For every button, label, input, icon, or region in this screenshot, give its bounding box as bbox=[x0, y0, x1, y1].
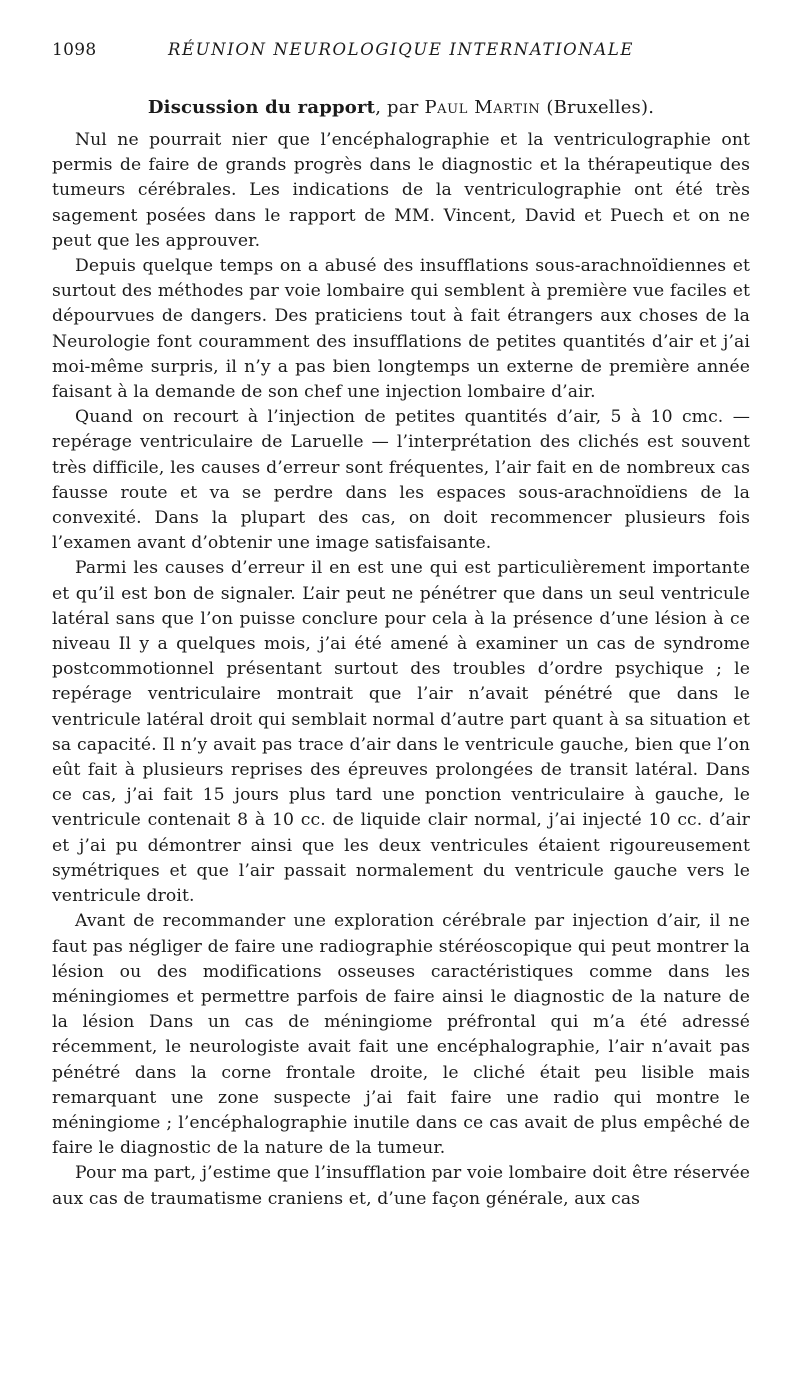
paragraph-1: Nul ne pourrait nier que l’encéphalographie et la ventriculographie ont permis de faire de grands progrès dans le diagnostic et la thérapeutique des tumeurs cérébrales. Les indications de la ventriculographie ont été très sagement posées dans le rapport de MM. Vincent, David et Puech et on ne peut que les approuver. bbox=[52, 130, 750, 251]
journal-title: RÉUNION NEUROLOGIQUE INTERNATIONALE bbox=[168, 40, 635, 59]
paragraph-3: Quand on recourt à l’injection de petites quantités d’air, 5 à 10 cmc. — repérage ventriculaire de Laruelle — l’interprétation des clichés est souvent très difficile, les causes d’erreur sont fréquentes, l’air fait en de nombreux cas fausse route et va se perdre dans les espaces sous-arachnoïdiens de la convexité. Dans la plupart des cas, on doit recommencer plusieurs fois l’examen avant d’obtenir une image satisfaisante. bbox=[52, 407, 750, 554]
section-heading bbox=[52, 96, 750, 120]
paragraph-5: Avant de recommander une exploration cérébrale par injection d’air, il ne faut pas négliger de faire une radiographie stéréoscopique qui peut montrer la lésion ou des modifications osseuses caractéristiques comme dans les méningiomes et permettre parfois de faire ainsi le diagnostic de la nature de la lésion Dans un cas de méningiome préfrontal qui m’a été adressé récemment, le neurologiste avait fait une encéphalographie, l’air n’avait pas pénétré dans la corne frontale droite, le cliché était peu lisible mais remarquant une zone suspecte j’ai fait faire une radio qui montre le méningiome ; l’encéphalographie inutile dans ce cas avait de plus empêché de faire le diagnostic de la nature de la tumeur. bbox=[52, 911, 750, 1159]
page-number: 1098 bbox=[52, 40, 97, 60]
paragraph-4: Parmi les causes d’erreur il en est une qui est particulièrement importante et qu’il est bon de signaler. L’air peut ne pénétrer que dans un seul ventricule latéral sans que l’on puisse conclure pour cela à la présence d’une lésion à ce niveau Il y a quelques mois, j’ai été amené à examiner un cas de syndrome postcommotionnel présentant surtout des troubles d’ordre psychique ; le repérage ventriculaire montrait que l’air n’avait pénétré que dans le ventricule latéral droit qui semblait normal d’autre part quant à sa situation et sa capacité. Il n’y avait pas trace d’air dans le ventricule gauche, bien que l’on eût fait à plusieurs reprises des épreuves prolongées de transit latéral. Dans ce cas, j’ai fait 15 jours plus tard une ponction ventriculaire à gauche, le ventricule contenait 8 à 10 cc. de liquide clair normal, j’ai injecté 10 cc. d’air et j’ai pu démontrer ainsi que les deux ventricules étaient rigoureusement symétriques et que l’air passait normalement du ventricule gauche vers le ventricule droit. bbox=[52, 558, 750, 907]
heading-by: , par bbox=[375, 97, 425, 118]
paragraph-6: Pour ma part, j’estime que l’insufflation par voie lombaire doit être réservée aux cas de traumatisme craniens et, d’une façon générale, aux cas bbox=[52, 1163, 750, 1209]
heading-author: Paul Martin bbox=[424, 97, 541, 118]
running-head bbox=[52, 40, 750, 66]
heading-affiliation: (Bruxelles). bbox=[540, 97, 655, 118]
body-text bbox=[52, 128, 750, 1212]
paragraph-2: Depuis quelque temps on a abusé des insufflations sous-arachnoïdiennes et surtout des méthodes par voie lombaire qui semblent à première vue faciles et dépourvues de dangers. Des praticiens tout à fait étrangers aux choses de la Neurologie font couramment des insufflations de petites quantités d’air et j’ai moi-même surpris, il n’y a pas bien longtemps un externe de première année faisant à la demande de son chef une injection lombaire d’air. bbox=[52, 256, 750, 403]
document-page bbox=[52, 40, 750, 1212]
heading-title: Discussion du rapport bbox=[147, 97, 376, 118]
